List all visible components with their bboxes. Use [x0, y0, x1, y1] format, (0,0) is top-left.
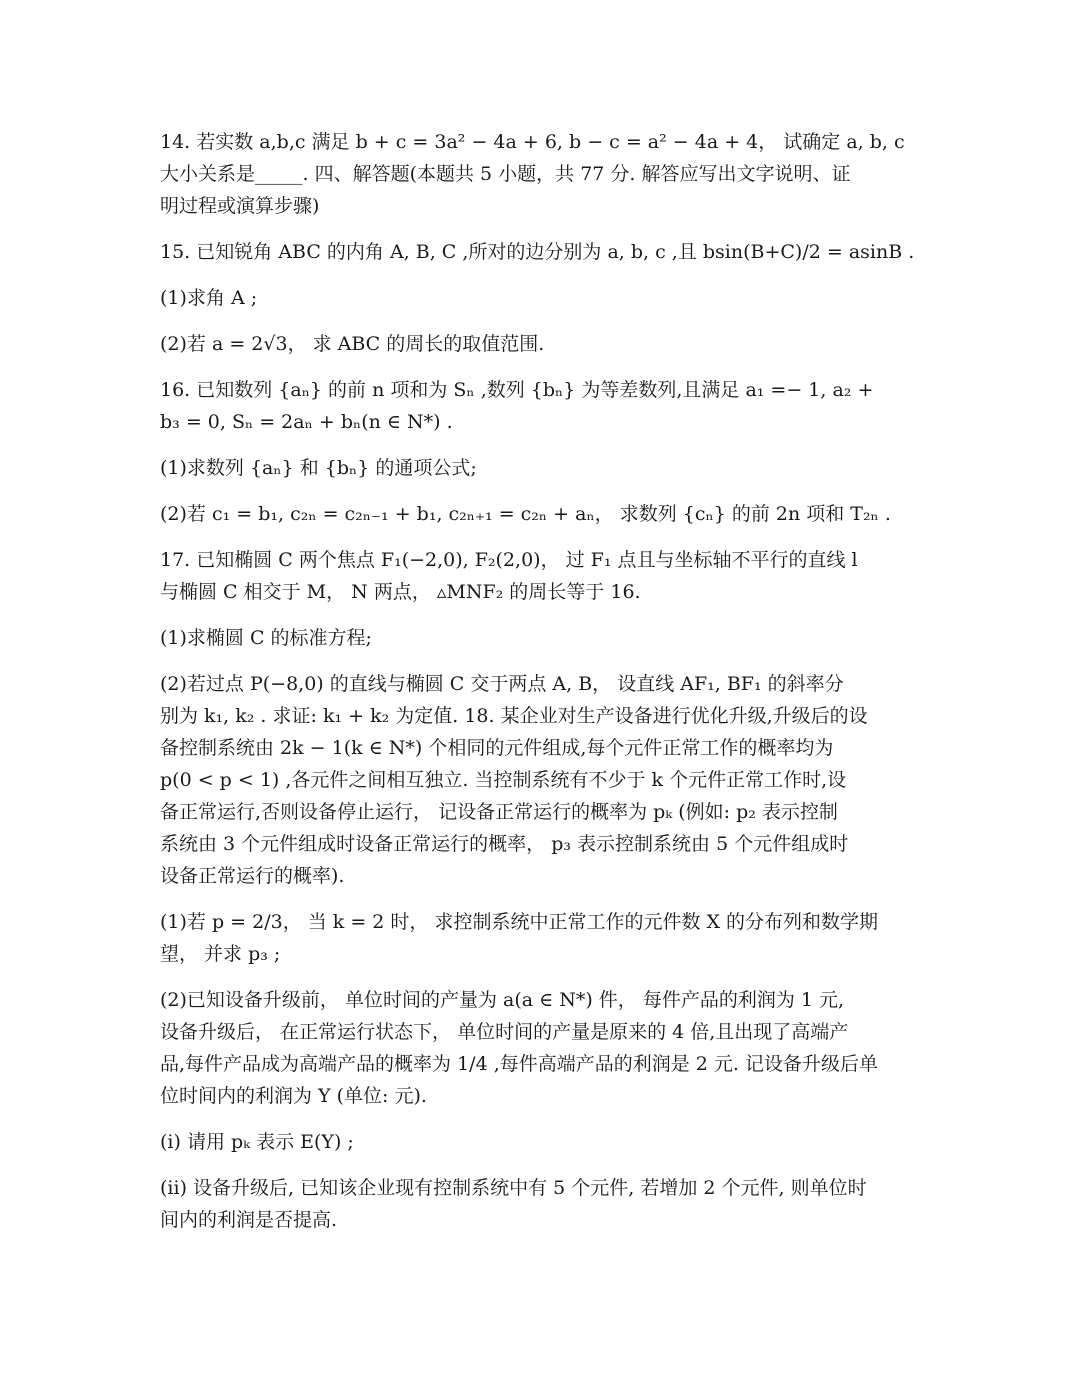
text-line: (1)求数列 {aₙ} 和 {bₙ} 的通项公式; [160, 457, 477, 479]
text-line: p(0 < p < 1) ,各元件之间相互独立. 当控制系统有不少于 k 个元件正常工作时,设 [160, 769, 847, 791]
text-line: (ii) 设备升级后, 已知该企业现有控制系统中有 5 个元件, 若增加 2 个元件, 则单位时 [160, 1177, 867, 1199]
text-line: 大小关系是_____. 四、解答题(本题共 5 小题，共 77 分. 解答应写出文字说明、证 [160, 163, 851, 185]
text-line: (1)若 p = 2/3， 当 k = 2 时， 求控制系统中正常工作的元件数 X 的分布列和数学期 [160, 911, 879, 933]
text-line: 品,每件产品成为高端产品的概率为 1/4 ,每件高端产品的利润是 2 元. 记设备升级后单 [160, 1053, 878, 1075]
text-line: (2)若过点 P(−8,0) 的直线与椭圆 C 交于两点 A, B， 设直线 AF₁, BF₁ 的斜率分 [160, 673, 844, 695]
paragraph-q16 [160, 374, 920, 438]
text-line: (1)求椭圆 C 的标准方程; [160, 627, 372, 649]
text-line: 系统由 3 个元件组成时设备正常运行的概率， p₃ 表示控制系统由 5 个元件组成时 [160, 833, 849, 855]
paragraph-q16-2 [160, 498, 920, 530]
paragraph-q18-2 [160, 984, 920, 1112]
text-line: (i) 请用 pₖ 表示 E(Y) ; [160, 1131, 354, 1153]
text-line: 16. 已知数列 {aₙ} 的前 n 项和为 Sₙ ,数列 {bₙ} 为等差数列,且满足 a₁ =− 1, a₂ + [160, 379, 874, 401]
paragraph-q15 [160, 236, 920, 268]
paragraph-q15-2 [160, 328, 920, 360]
paragraph-q16-1 [160, 452, 920, 484]
paragraph-q17-1 [160, 622, 920, 654]
text-line: 别为 k₁, k₂ . 求证: k₁ + k₂ 为定值. 18. 某企业对生产设备进行优化升级,升级后的设 [160, 705, 868, 727]
text-line: 备正常运行,否则设备停止运行， 记设备正常运行的概率为 pₖ (例如: p₂ 表示控制 [160, 801, 838, 823]
text-line: 15. 已知锐角 ABC 的内角 A, B, C ,所对的边分别为 a, b, c ,且 bsin(B+C)/2 = asinB . [160, 241, 915, 263]
paragraph-q17 [160, 544, 920, 608]
paragraph-q17-2 [160, 668, 920, 892]
paragraph-q18-1 [160, 906, 920, 970]
text-line: (2)若 c₁ = b₁, c₂ₙ = c₂ₙ₋₁ + b₁, c₂ₙ₊₁ = c₂ₙ + aₙ， 求数列 {cₙ} 的前 2n 项和 T₂ₙ . [160, 503, 891, 525]
text-line: (1)求角 A ; [160, 287, 258, 309]
paragraph-q18-2-ii [160, 1172, 920, 1236]
text-line: 与椭圆 C 相交于 M， N 两点， ▵MNF₂ 的周长等于 16. [160, 581, 641, 603]
text-line: 明过程或演算步骤) [160, 195, 320, 217]
text-line: 望， 并求 p₃ ; [160, 943, 281, 965]
paragraph-q18-2-i [160, 1126, 920, 1158]
text-line: (2)已知设备升级前， 单位时间的产量为 a(a ∈ N*) 件， 每件产品的利润为 1 元, [160, 989, 845, 1011]
text-line: b₃ = 0, Sₙ = 2aₙ + bₙ(n ∈ N*) . [160, 411, 453, 433]
paragraph-q14 [160, 126, 920, 222]
text-line: 间内的利润是否提高. [160, 1209, 338, 1231]
text-line: 14. 若实数 a,b,c 满足 b + c = 3a² − 4a + 6, b − c = a² − 4a + 4， 试确定 a, b, c [160, 131, 905, 153]
text-line: 位时间内的利润为 Y (单位: 元). [160, 1085, 427, 1107]
text-line: 备控制系统由 2k − 1(k ∈ N*) 个相同的元件组成,每个元件正常工作的概率均为 [160, 737, 834, 759]
text-line: (2)若 a = 2√3， 求 ABC 的周长的取值范围. [160, 333, 545, 355]
text-line: 设备正常运行的概率). [160, 865, 345, 887]
paragraph-q15-1 [160, 282, 920, 314]
text-line: 17. 已知椭圆 C 两个焦点 F₁(−2,0), F₂(2,0)， 过 F₁ 点且与坐标轴不平行的直线 l [160, 549, 858, 571]
document-page [160, 126, 920, 1250]
text-line: 设备升级后， 在正常运行状态下， 单位时间的产量是原来的 4 倍,且出现了高端产 [160, 1021, 849, 1043]
